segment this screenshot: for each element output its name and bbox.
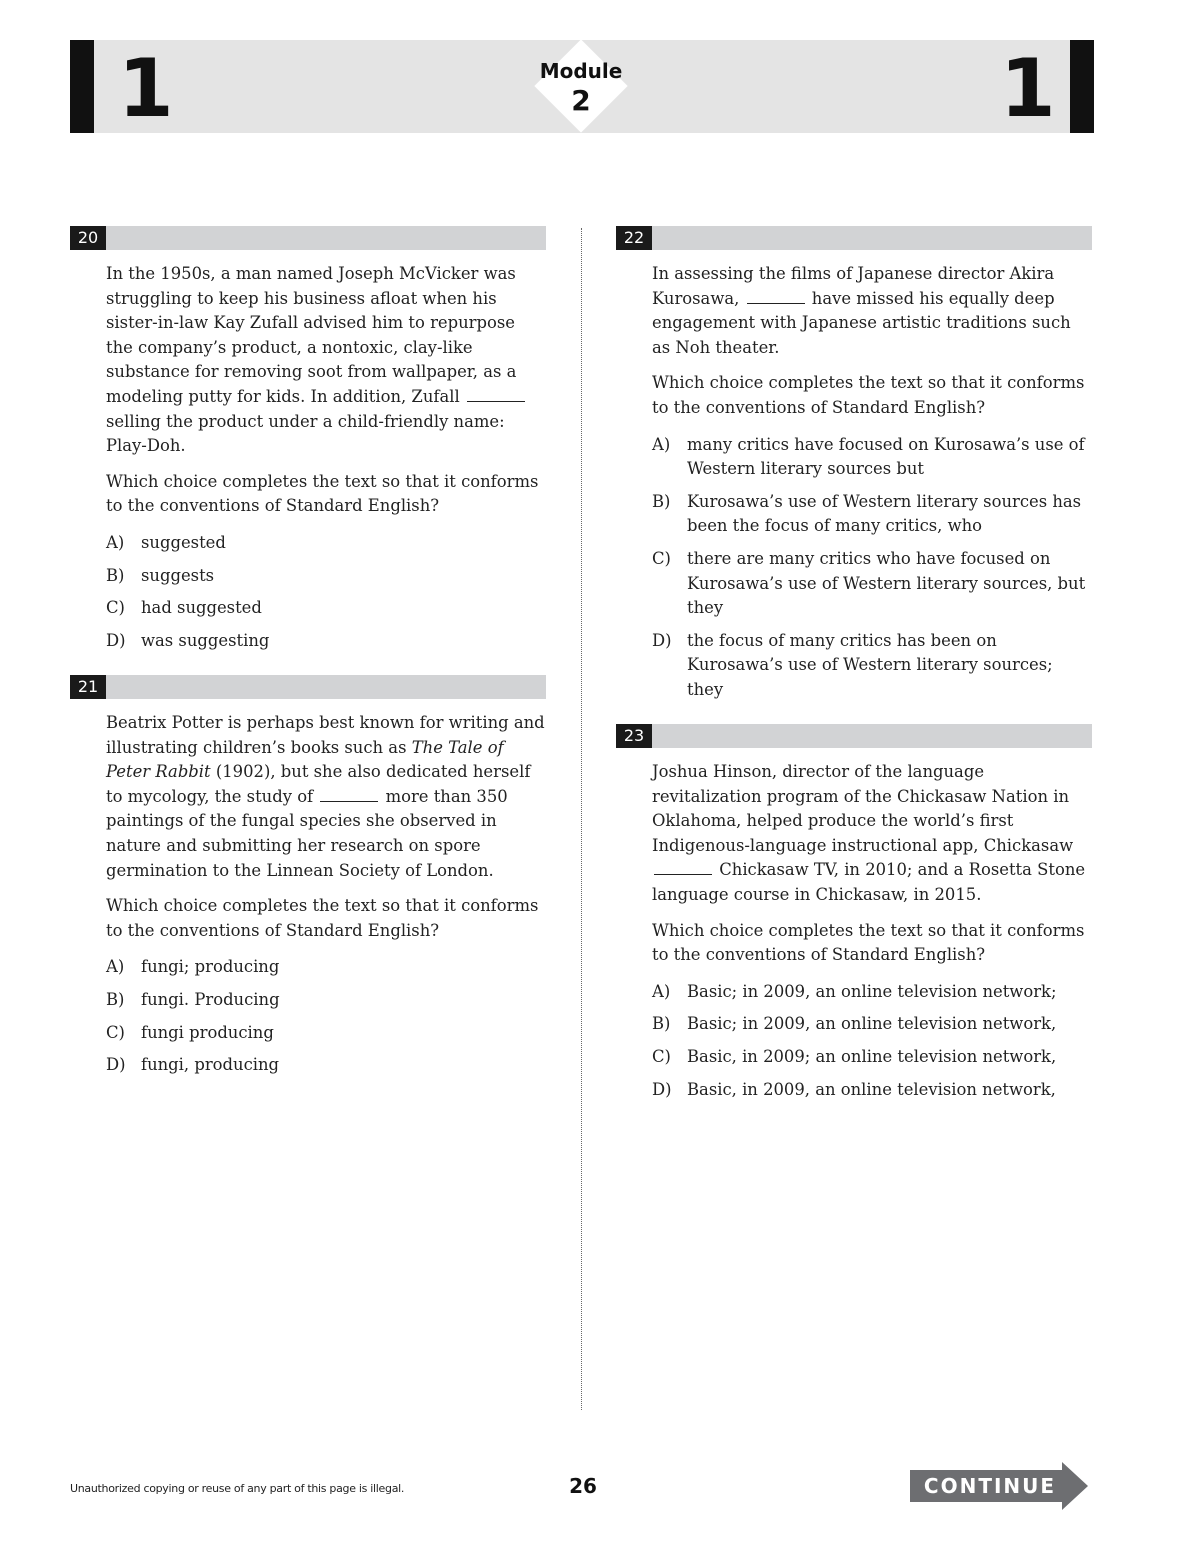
answer-choice-a[interactable] (652, 433, 1092, 482)
page-number: 26 (569, 1474, 597, 1498)
choice-letter: D) (652, 1079, 672, 1099)
passage-text: Joshua Hinson, director of the language revitalization program of the Chickasaw Nation in Oklahoma, helped produce the world’s first Indigenous-language instructional app, Chickasaw (652, 762, 1074, 855)
passage-text: Beatrix Potter is perhaps best known for writing and illustrating children’s books such as (106, 713, 545, 757)
choice-text: many critics have focused on Kurosawa’s use of Western literary sources but (687, 434, 1085, 479)
section-number-right: 1 (1000, 42, 1056, 135)
question-20 (70, 226, 546, 661)
choice-letter: A) (106, 532, 125, 552)
passage-text: more than 350 paintings of the fungal species she observed in nature and submitting her research on spore germination to the Linnean Society of London. (106, 786, 508, 880)
question-bar (616, 226, 1092, 250)
question-23 (616, 724, 1092, 1110)
choice-letter: B) (652, 1014, 671, 1034)
answer-choice-b[interactable] (652, 1012, 1092, 1037)
passage-text: have missed his equally deep engagement with Japanese artistic traditions such as Noh theater. (652, 288, 1071, 357)
module-label: Module (539, 59, 623, 83)
passage (106, 711, 546, 883)
question-bar (70, 675, 546, 699)
answer-blank (654, 860, 712, 875)
answer-choice-d[interactable] (652, 629, 1092, 703)
choice-letter: D) (106, 1055, 126, 1075)
choice-text: Basic; in 2009, an online television network, (687, 1014, 1057, 1034)
answer-blank (467, 387, 525, 402)
choice-letter: B) (106, 989, 125, 1009)
passage-text: (1902), but she also dedicated herself to mycology, the study of (106, 762, 531, 806)
passage-text: In assessing the films of Japanese director Akira Kurosawa, (652, 264, 1055, 308)
copyright-note: Unauthorized copying or reuse of any part of this page is illegal. (70, 1482, 405, 1495)
choice-letter: C) (652, 548, 671, 568)
answer-choice-d[interactable] (106, 629, 546, 654)
column-divider (581, 228, 582, 1410)
passage-text: Chickasaw TV, in 2010; and a Rosetta Stone language course in Chickasaw, in 2015. (652, 860, 1086, 904)
question-number: 23 (616, 724, 652, 748)
choice-text: fungi, producing (141, 1055, 280, 1075)
choice-letter: A) (106, 957, 125, 977)
passage-text: selling the product under a child-friendly name: Play-Doh. (106, 411, 505, 456)
question-bar (70, 226, 546, 250)
continue-button[interactable] (910, 1462, 1090, 1510)
answer-choice-b[interactable] (652, 490, 1092, 539)
choice-text: fungi producing (141, 1022, 274, 1042)
continue-label: CONTINUE (923, 1474, 1057, 1498)
question-number: 20 (70, 226, 106, 250)
choice-text: Basic, in 2009; an online television network, (687, 1046, 1057, 1066)
book-title: The Tale of Peter Rabbit (106, 737, 504, 782)
answer-choice-d[interactable] (106, 1053, 546, 1078)
answer-choice-b[interactable] (106, 988, 546, 1013)
answer-blank (320, 787, 378, 802)
choice-text: suggests (141, 565, 215, 585)
answer-choice-a[interactable] (106, 955, 546, 980)
question-prompt: Which choice completes the text so that it conforms to the conventions of Standard English? (652, 373, 1085, 417)
answer-choice-c[interactable] (652, 1045, 1092, 1070)
passage (106, 262, 546, 459)
question-21 (70, 675, 546, 1086)
header-bar-left (70, 40, 94, 133)
choice-letter: A) (652, 981, 671, 1001)
choice-text: fungi. Producing (141, 989, 280, 1009)
section-number-left: 1 (118, 42, 174, 135)
question-prompt: Which choice completes the text so that it conforms to the conventions of Standard English? (106, 471, 539, 516)
choice-text: had suggested (141, 598, 262, 618)
answer-blank (747, 289, 805, 304)
passage (652, 760, 1092, 908)
passage (652, 262, 1092, 360)
answer-choice-b[interactable] (106, 564, 546, 589)
answer-choice-c[interactable] (106, 1021, 546, 1046)
question-22 (616, 226, 1092, 711)
answer-choice-c[interactable] (652, 547, 1092, 621)
choice-letter: C) (106, 1022, 125, 1042)
choice-letter: C) (106, 598, 125, 618)
choice-letter: B) (652, 491, 671, 511)
choice-letter: A) (652, 434, 671, 454)
question-prompt: Which choice completes the text so that it conforms to the conventions of Standard English? (106, 896, 539, 940)
choice-text: was suggesting (141, 630, 270, 650)
question-number: 22 (616, 226, 652, 250)
choice-text: there are many critics who have focused on Kurosawa’s use of Western literary sources, but they (687, 548, 1086, 618)
choice-letter: B) (106, 565, 125, 585)
choice-text: Kurosawa’s use of Western literary sources has been the focus of many critics, who (687, 491, 1082, 536)
question-bar (616, 724, 1092, 748)
choice-text: fungi; producing (141, 957, 280, 977)
choice-text: Basic, in 2009, an online television network, (687, 1079, 1056, 1099)
answer-choice-c[interactable] (106, 596, 546, 621)
choice-text: Basic; in 2009, an online television network; (687, 981, 1057, 1001)
answer-choice-a[interactable] (106, 531, 546, 556)
passage-text: In the 1950s, a man named Joseph McVicker was struggling to keep his business afloat when his sister-in-law Kay Zufall advised him to repurpose the company’s product, a nontoxic, clay-like substance for removing soot from wallpaper, as a modeling putty for kids. In addition, Zufall (106, 264, 517, 406)
header-bar-right (1070, 40, 1094, 133)
choice-letter: C) (652, 1046, 671, 1066)
question-number: 21 (70, 675, 106, 699)
choice-letter: D) (106, 630, 126, 650)
answer-choice-a[interactable] (652, 980, 1092, 1005)
choice-text: suggested (141, 532, 226, 552)
question-prompt: Which choice completes the text so that it conforms to the conventions of Standard English? (652, 920, 1085, 965)
module-number: 2 (571, 84, 591, 117)
choice-letter: D) (652, 630, 672, 650)
answer-choice-d[interactable] (652, 1078, 1092, 1103)
choice-text: the focus of many critics has been on Kurosawa’s use of Western literary sources; they (687, 630, 1053, 699)
